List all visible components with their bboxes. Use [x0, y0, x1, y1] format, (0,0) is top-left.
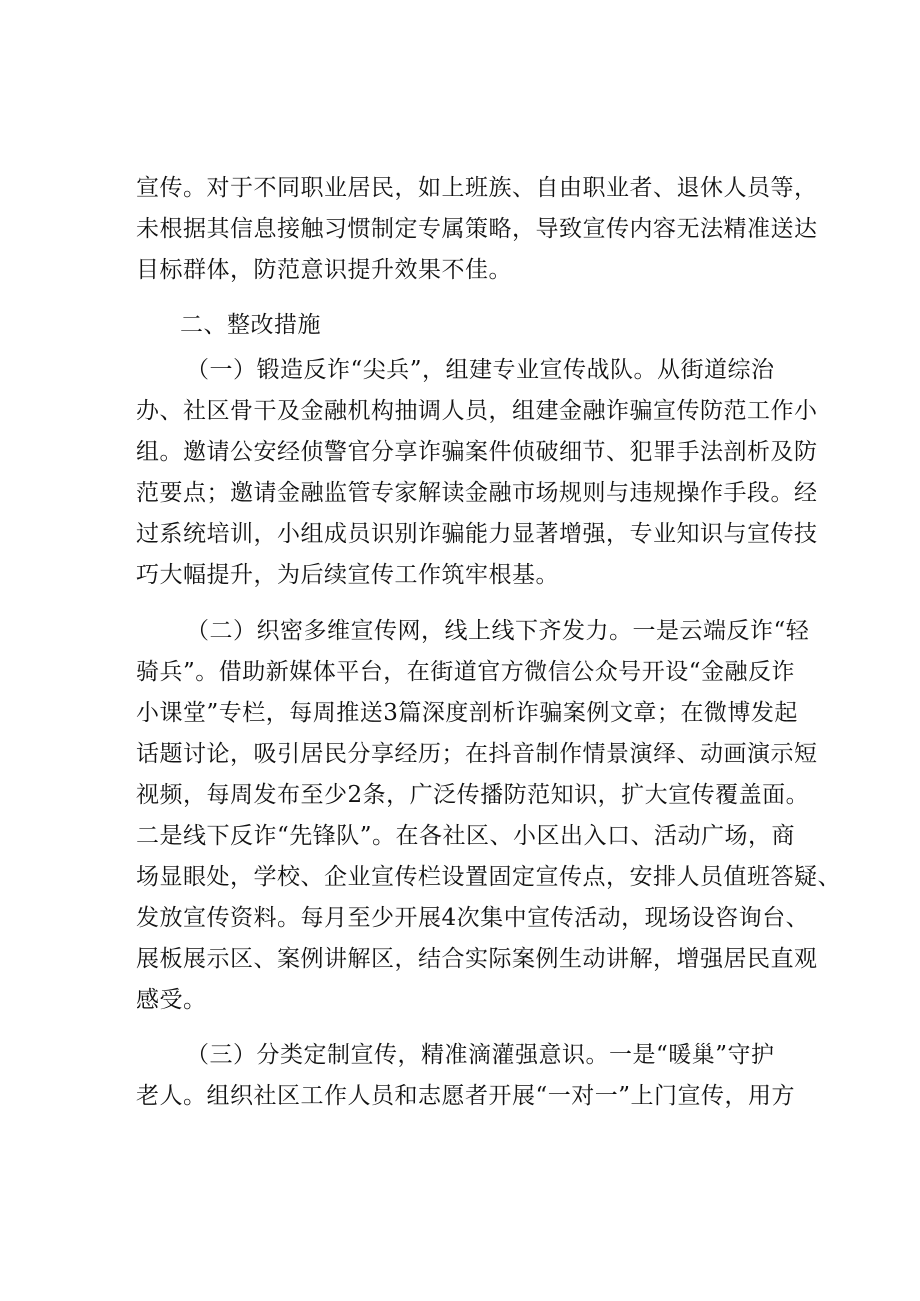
paragraph-1-line: （一）锻造反诈“尖兵”，组建专业宣传战队。从街道综治 — [186, 357, 775, 383]
paragraph-2-line: （二）织密多维宣传网，线上线下齐发力。一是云端反诈“轻 — [186, 618, 810, 644]
section-heading: 二、整改措施 — [180, 312, 321, 338]
paragraph-2-line: 展板展示区、案例讲解区，结合实际案例生动讲解，增强居民直观 — [136, 946, 818, 972]
paragraph-2-line: 小课堂”专栏，每周推送3篇深度剖析诈骗案例文章；在微博发起 — [136, 700, 798, 726]
paragraph-2-line: 场显眼处，学校、企业宣传栏设置固定宣传点，安排人员值班答疑、 — [136, 864, 841, 890]
paragraph-2-line: 发放宣传资料。每月至少开展4次集中宣传活动，现场设咨询台、 — [136, 905, 810, 931]
text-line: 宣传。对于不同职业居民，如上班族、自由职业者、退休人员等， — [136, 175, 818, 201]
paragraph-2-line: 二是线下反诈“先锋队”。在各社区、小区出入口、活动广场，商 — [136, 823, 796, 849]
text-line: 未根据其信息接触习惯制定专属策略，导致宣传内容无法精准送达 — [136, 216, 818, 242]
paragraph-3-line: 老人。组织社区工作人员和志愿者开展“一对一”上门宣传，用方 — [136, 1083, 796, 1109]
paragraph-2-line: 话题讨论，吸引居民分享经历；在抖音制作情景演绎、动画演示短 — [136, 741, 818, 767]
text-line: 目标群体，防范意识提升效果不佳。 — [136, 257, 512, 283]
paragraph-1-line: 组。邀请公安经侦警官分享诈骗案件侦破细节、犯罪手法剖析及防 — [136, 439, 818, 465]
paragraph-1-line: 范要点；邀请金融监管专家解读金融市场规则与违规操作手段。经 — [136, 480, 818, 506]
paragraph-1-line: 过系统培训，小组成员识别诈骗能力显著增强，专业知识与宣传技 — [136, 521, 818, 547]
paragraph-3-line: （三）分类定制宣传，精准滴灌强意识。一是“暖巢”守护 — [186, 1042, 775, 1068]
paragraph-2-line: 感受。 — [136, 987, 207, 1013]
paragraph-2-line: 视频，每周发布至少2条，广泛传播防范知识，扩大宣传覆盖面。 — [136, 782, 810, 808]
paragraph-1-line: 巧大幅提升，为后续宣传工作筑牢根基。 — [136, 562, 559, 588]
paragraph-1-line: 办、社区骨干及金融机构抽调人员，组建金融诈骗宣传防范工作小 — [136, 398, 818, 424]
paragraph-2-line: 骑兵”。借助新媒体平台，在街道官方微信公众号开设“金融反诈 — [136, 659, 796, 685]
